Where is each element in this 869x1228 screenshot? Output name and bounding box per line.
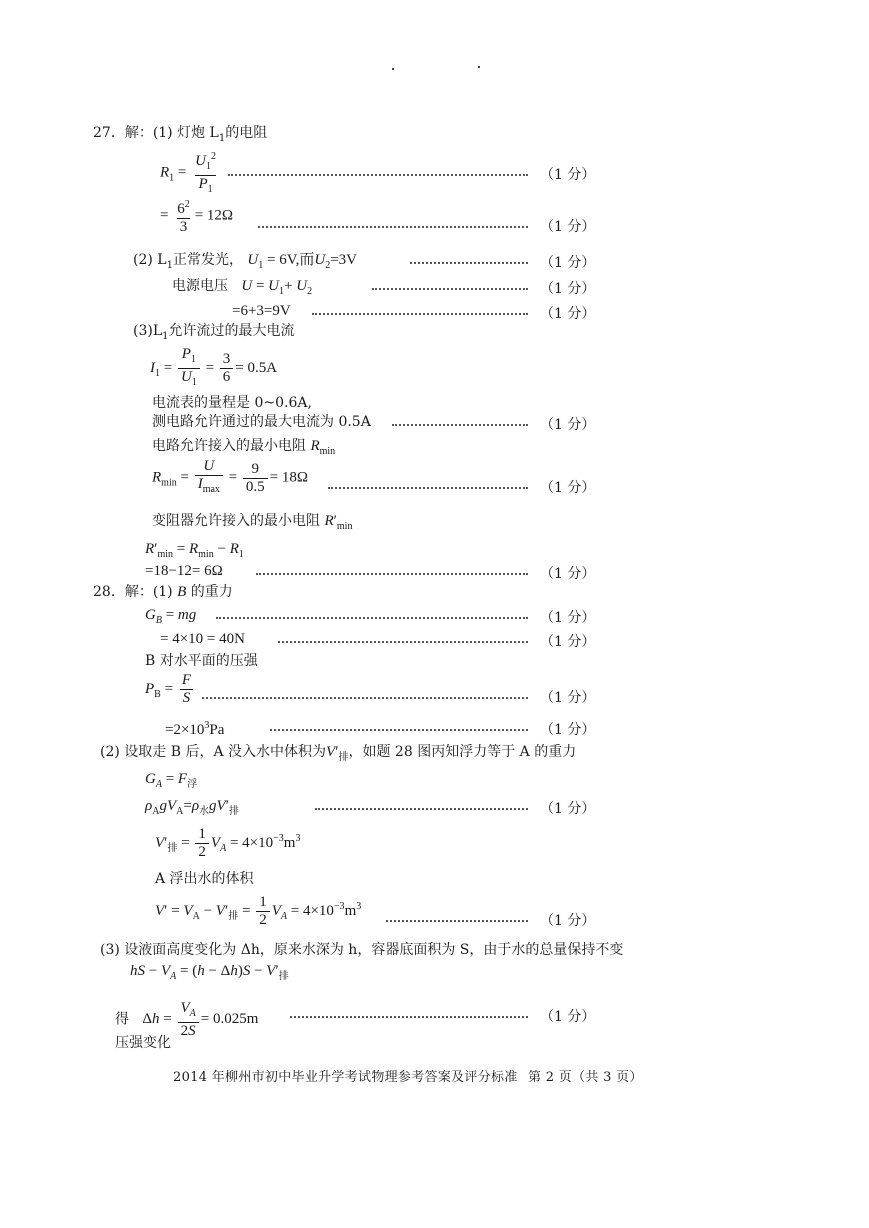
score-15: （1 分） — [540, 1009, 596, 1025]
q28-formula-pb: $P_B$ = $\frac{F}{S}$ — [145, 672, 196, 707]
q27-formula-r1: $R_1$ = $\frac{U_1^2}{P_1}$ — [160, 148, 221, 198]
q28-de: 得 Δh = $\frac{V_A}{2S}$ = 0.025m — [115, 1000, 259, 1039]
dot-leader — [270, 729, 528, 731]
dot-leader — [386, 920, 528, 922]
q28-formula-vprime: $V' = V_A - V'_排$ = $\frac{1}{2}$ $V_A = 4\times 10^{-3}m^3$ — [155, 894, 362, 928]
score-8: （1 分） — [540, 566, 596, 582]
score-13: （1 分） — [540, 801, 596, 817]
score-7: （1 分） — [540, 480, 596, 496]
q28-formula-gb: $G_B$ = mg — [145, 607, 197, 626]
q27-r1-value: = $\frac{6^2}{3}$ = 12Ω — [160, 199, 234, 235]
score-4: （1 分） — [540, 281, 596, 297]
footer-title: 2014 年柳州市初中毕业升学考试物理参考答案及评分标准 — [173, 1070, 518, 1085]
dot-leader — [216, 617, 528, 619]
q27-supply-sum: =6+3=9V — [232, 303, 291, 319]
q28-formula-balance: $\rho_AgV_A=\rho_水gV'_排$ — [145, 798, 239, 817]
q28-pressure-label: B 对水平面的压强 — [145, 653, 258, 669]
dot-leader — [312, 313, 528, 315]
dot-leader — [278, 641, 528, 643]
q27-formula-rmin: $R_{min}$ = $\frac{U}{I_{max}}$ = $\frac{9}{0.5}$ = 18Ω — [152, 458, 308, 498]
dot-leader — [410, 262, 528, 264]
dot-leader — [290, 1016, 528, 1018]
q27-circuit-max: 测电路允许通过的最大电流为 0.5A — [152, 414, 371, 430]
q27-rheo-label: 变阻器允许接入的最小电阻 $R'_{min}$ — [152, 513, 353, 532]
scan-speck — [478, 66, 480, 68]
q28-pressure-change: 压强变化 — [115, 1035, 171, 1051]
dot-leader — [228, 174, 528, 176]
score-1: （1 分） — [540, 167, 596, 183]
q28-pb-value: $=2\times 10^3Pa$ — [165, 720, 225, 738]
q27-rheo-value: =18−12= 6Ω — [145, 563, 223, 579]
q27-supply: 电源电压 $U = U_1+ U_2$ — [172, 278, 313, 297]
score-6: （1 分） — [540, 417, 596, 433]
dot-leader — [258, 226, 528, 228]
dot-leader — [372, 288, 528, 290]
q28-part3: (3) 设液面高度变化为 Δh，原来水深为 h，容器底面积为 S，由于水的总量保持不变 — [100, 942, 624, 958]
q27-part2: (2) $L_1$正常发光， $U_1 = 6V$,而$U_2=3V$ — [133, 252, 358, 271]
q27-formula-i1: $I_1$ = $\frac{P_1}{U_1}$ = $\frac{3}{6}$ = 0.5A — [150, 346, 277, 391]
dot-leader — [392, 424, 528, 426]
q28-formula-ga: $G_A = F_浮$ — [145, 771, 198, 790]
q28-formula-vpai: $V'_排$ = $\frac{1}{2}$ $V_A = 4\times 10^{-3}m^3$ — [155, 826, 301, 860]
dot-leader — [328, 487, 528, 489]
q27-part3: $(3)L_1$允许流过的最大电流 — [133, 323, 295, 342]
dot-leader — [315, 808, 528, 810]
score-12: （1 分） — [540, 722, 596, 738]
q28-gb-value: = 4×10 = 40N — [160, 631, 245, 647]
q27-formula-rheo: $R'_{min} = R_{min} - R_1$ — [145, 541, 244, 560]
q27-header: 27．解：(1) 灯炮 $L_1$的电阻 — [93, 125, 268, 144]
scan-speck — [392, 68, 394, 70]
q28-header: 28．解：(1) B 的重力 — [93, 584, 233, 600]
q28-part2: (2) 设取走 B 后，A 没入水中体积为$V'_排$，如题 28 图丙知浮力等于 A 的重力 — [100, 744, 577, 763]
score-3: （1 分） — [540, 255, 596, 271]
score-2: （1 分） — [540, 219, 596, 235]
dot-leader — [256, 573, 528, 575]
q27-min-r-label: 电路允许接入的最小电阻 $R_{min}$ — [152, 438, 336, 457]
q27-ammeter-range: 电流表的量程是 0~0.6A, — [152, 395, 312, 411]
q28-formula-volume: hS − $V_A = (h - \Delta h)S - V'_排$ — [130, 963, 289, 982]
score-11: （1 分） — [540, 690, 596, 706]
score-5: （1 分） — [540, 306, 596, 322]
q28-float-out-label: A 浮出水的体积 — [155, 871, 254, 887]
score-14: （1 分） — [540, 913, 596, 929]
footer-page: 第 2 页（共 3 页） — [528, 1070, 643, 1085]
dot-leader — [202, 697, 528, 699]
score-10: （1 分） — [540, 634, 596, 650]
score-9: （1 分） — [540, 610, 596, 626]
